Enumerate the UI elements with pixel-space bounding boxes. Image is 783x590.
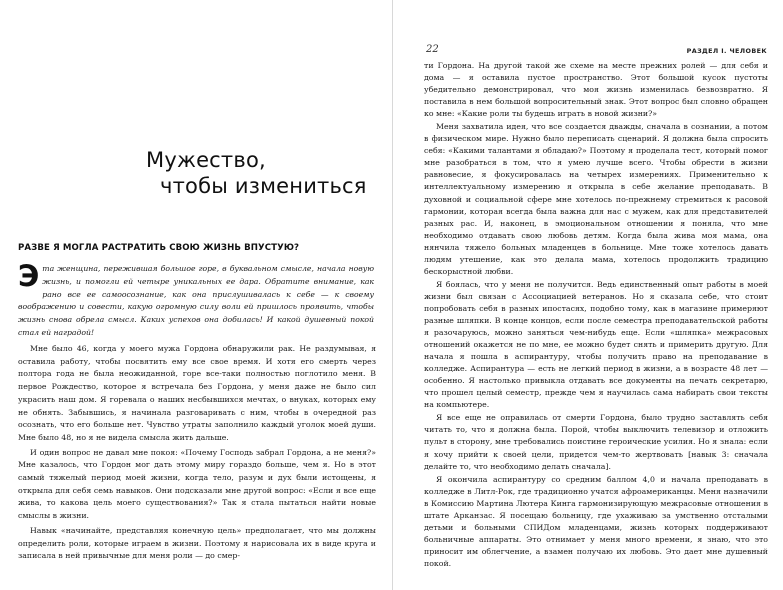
chapter-title (146, 147, 367, 199)
right-body-text (424, 60, 768, 570)
left-page (0, 0, 391, 590)
section-heading: РАЗВЕ Я МОГЛА РАСТРАТИТЬ СВОЮ ЖИЗНЬ ВПУСТУЮ? (18, 243, 300, 253)
paragraph: Навык «начинайте, представляя конечную цель» предполагает, что мы должны определить роли, которые играем в жизни. Поэтому я нарисовала их в виде круга и записала в ней привычные для меня роли — до смер- (18, 525, 376, 561)
left-body-text (18, 343, 376, 563)
right-page (394, 0, 783, 590)
drop-cap: Э (18, 259, 40, 293)
running-head: РАЗДЕЛ I. ЧЕЛОВЕК (686, 47, 767, 55)
paragraph: И один вопрос не давал мне покоя: «Почему Господь забрал Гордона, а не меня?» Мне казалось, что Гордон мог дать этому миру гораздо больше, чем я. Но в этот самый тяжелый период моей жизни, когда тело, разум и дух были истощены, я открыла для себя семь навыков. Они подсказали мне другой вопрос: «Если я все еще жива, то какова цель моего существования?» Так я стала пытаться найти новые смыслы в жизни. (18, 447, 376, 521)
book-gutter (392, 0, 393, 590)
paragraph: Я боялась, что у меня не получится. Ведь единственный опыт работы в моей жизни был связан с Ассоциацией ветеранов. Но я сказала себе, что стоит попробовать себя в разных ипостасях, подобно тому, как в магазине примеряют разные шляпки. В конце концов, если после семестра преподавательской работы я разочаруюсь, можно заняться чем-нибудь еще. Если «шляпка» межрасовых отношений окажется не по мне, ее можно будет снять и примерить другую. Для начала я пошла в аспирантуру, чтобы получить право на преподавание в колледже. Аспирантура — есть не легкий период в жизни, а в возрасте 48 лет — особенно. Я настолько привыкла отдавать все документы на печать секретарю, что прошел целый семестр, прежде чем я научилась сама набирать свои тексты на компьютере. (424, 279, 768, 410)
epigraph-text: та женщина, пережившая большое горе, в буквальном смысле, начала новую жизнь, и помогли ей четыре уникальных ее дара. Обратите внимание, как рано все ее самоосознание, как она прислушивалась к себе — к своему воображению и совести, какую огромную силу воли ей пришлось проявить, чтобы жизнь снова обрела смысл. Каких успехов она добилась! И какой душевный покой стал ей наградой! (18, 264, 374, 337)
paragraph: Мне было 46, когда у моего мужа Гордона обнаружили рак. Не раздумывая, я оставила работу, чтобы посвятить ему все свое время. И хотя его смерть через полтора года не была неожиданной, горе все-таки полностью поглотило меня. В первое Рождество, которое я встречала без Гордона, у меня даже не было сил украсить наш дом. Я горевала о наших несбывшихся мечтах, о внуках, которых ему не обнять. Забывшись, я начинала разговаривать с ним, чтобы в очередной раз осознать, что его больше нет. Чувство утраты заполнило каждый уголок моей души. Мне было 48, но я не видела смысла жить дальше. (18, 344, 376, 442)
epigraph (18, 259, 374, 340)
paragraph: Я все еще не оправилась от смерти Гордона, было трудно заставлять себя читать то, что я должна была. Порой, чтобы выключить телевизор и отложить пульт в сторону, мне требовались поистине героические усилия. Но я знала: если я хочу прийти к своей цели, придется чем-то жертвовать [навык 3: сначала делайте то, что необходимо делать сначала]. (424, 413, 768, 471)
chapter-title-line-1: Мужество, (146, 148, 266, 172)
page-number: 22 (426, 44, 439, 55)
paragraph: ти Гордона. На другой такой же схеме на месте прежних ролей — для себя и дома — я оставила пустое пространство. Этот большой кусок пустоты убедительно демонстрировал, что моя жизнь изменилась безвозвратно. Я поставила в нем большой вопросительный знак. Этот вопрос был словно обращен ко мне: «Какие роли ты будешь играть в новой жизни?» (424, 61, 768, 119)
paragraph: Меня захватила идея, что все создается дважды, сначала в сознании, а потом в физическом мире. Нужно было переписать сценарий. Я должна была спросить себя: «Какими талантами я обладаю?» Поэтому я проделала тест, который помог мне разобраться в том, что я умею лучше всего. Чтобы обрести в жизни равновесие, я фокусировалась на четырех измерениях. Применительно к интеллектуальному измерению я открыла в себе желание преподавать. В духовной и социальной сфере мне хотелось по-прежнему стремиться к расовой гармонии, которая всегда была важна для нас с мужем, как для представителей разных рас. И, наконец, в эмоциональном отношении я поняла, что мне необходимо отдавать свою любовь детям. Когда была жива моя мама, она нянчила тяжело больных младенцев в больнице. Мне тоже хотелось давать людям утешение, как это делала мама, хотелось продолжить традицию бескорыстной любви. (424, 122, 768, 276)
paragraph: Я окончила аспирантуру со средним баллом 4,0 и начала преподавать в колледже в Литл-Рок, где традиционно учатся афроамериканцы. Меня назначили в Комиссию Мартина Лютера Кинга гармонизирующую межрасовые отношения в штате Арканзас. Я посещаю больницу, где ухаживаю за умственно отсталыми детьми и больными СПИДом младенцами, жизнь которых поддерживают больничные аппараты. Это отнимает у меня много времени, я знаю, что это приносит им облегчение, а взамен получаю их любовь. Это дает мне душевный покой. (424, 474, 768, 568)
chapter-title-line-2: чтобы измениться (160, 174, 367, 198)
